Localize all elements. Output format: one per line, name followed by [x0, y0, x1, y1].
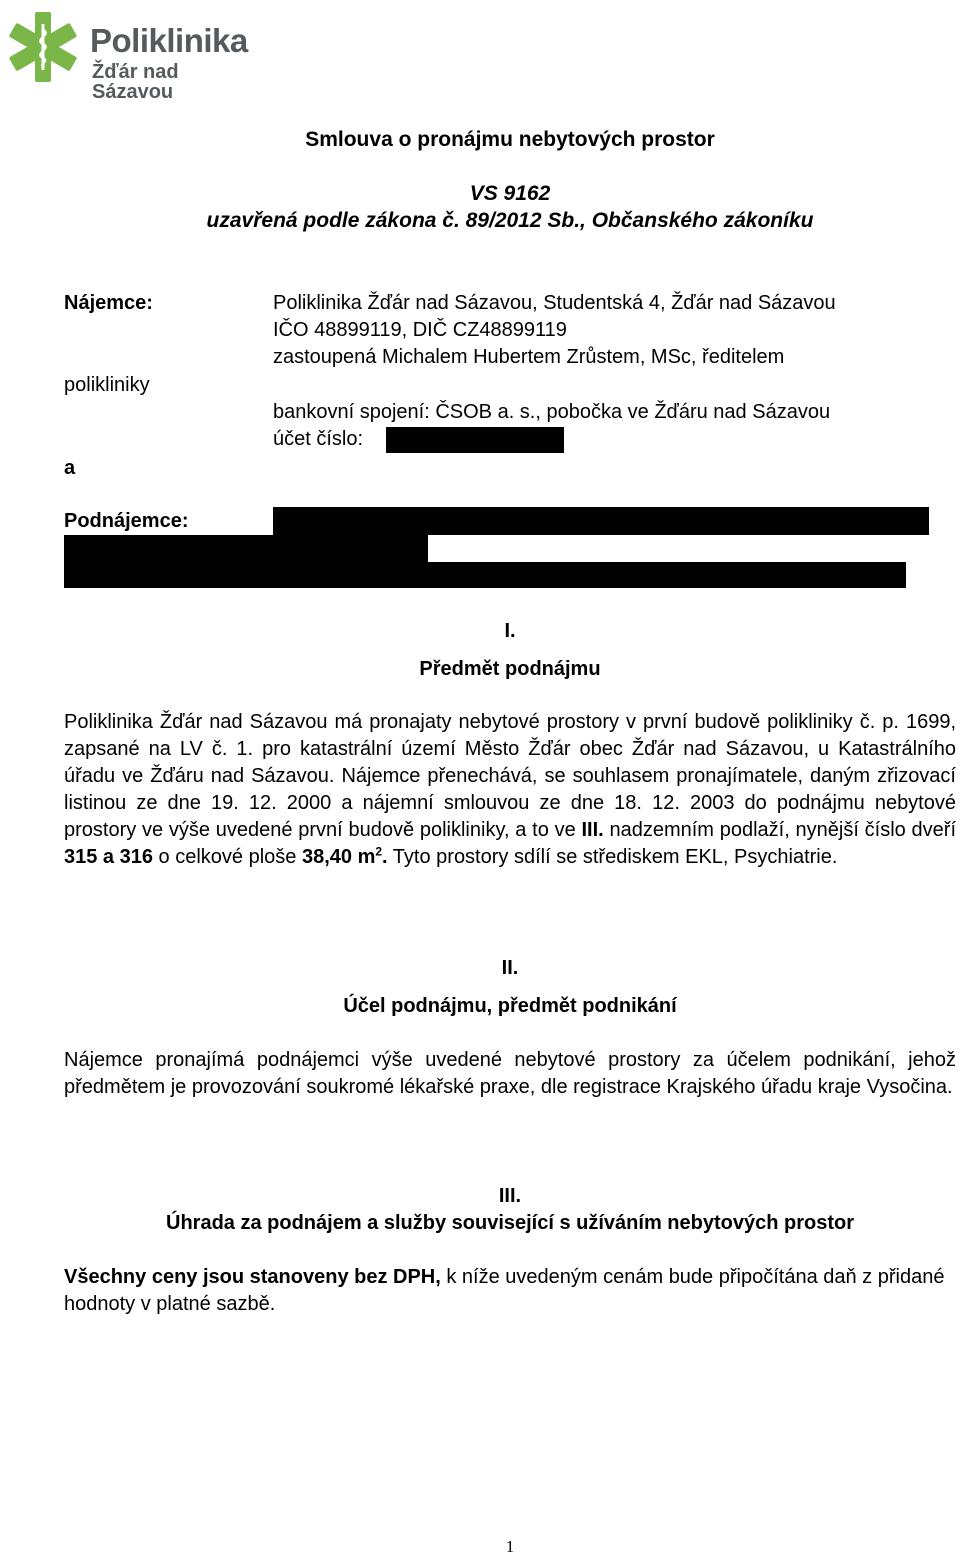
door-numbers: 315 a 316	[64, 846, 153, 868]
logo-name: Poliklinika	[90, 22, 248, 59]
bank-connection: bankovní spojení: ČSOB a. s., pobočka ve Žďáru nad Sázavou	[273, 401, 831, 423]
tenant-address: Poliklinika Žďár nad Sázavou, Studentská 4, Žďár nad Sázavou	[273, 292, 836, 314]
and-label: a	[64, 457, 76, 479]
tenant-ids: IČO 48899119, DIČ CZ48899119	[273, 319, 567, 341]
contract-subtitle: uzavřená podle zákona č. 89/2012 Sb., Občanského zákoníku	[206, 209, 814, 232]
floor-area	[302, 846, 388, 868]
section-1-text-part-3: o celkové ploše	[152, 846, 302, 868]
section-3-bold-lead: Všechny ceny jsou stanoveny bez DPH,	[64, 1266, 441, 1288]
section-2-number: II.	[501, 957, 519, 979]
poliklinika-logo	[4, 10, 254, 103]
floor-area-period: .	[382, 846, 388, 868]
account-label: účet číslo:	[273, 428, 364, 450]
section-1-text-part-1: Poliklinika Žďár nad Sázavou má pronajaty nebytové prostory v první budově polikliniky č. p. 1699, zapsané na LV č. 1. pro katastrální území Město Žďár obec Žďár nad Sázavou, u Katastrálního úřadu ve Žďáru nad Sázavou. Nájemce přenechává, se souhlasem pronajímatele, daným zřizovací listinou ze dne 19. 12. 2000 a nájemní smlouvou ze dne 18. 12. 2003 do podnájmu nebytové prostory ve výše uvedené první budově polikliniky, a to ve	[64, 711, 956, 841]
section-2-text	[64, 1047, 956, 1101]
tenant-label: Nájemce:	[64, 292, 153, 314]
floor-area-unit-exponent: 2	[375, 844, 383, 859]
section-2-paragraph: Nájemce pronajímá podnájemci výše uvedené nebytové prostory za účelem podnikání, jehož předmětem je provozování soukromé lékařské praxe, dle registrace Krajského úřadu kraje Vysočina.	[64, 1049, 956, 1098]
tenant-representative: zastoupená Michalem Hubertem Zrůstem, MSc, ředitelem	[273, 346, 785, 368]
section-1-heading: Předmět podnájmu	[419, 658, 601, 680]
section-3-number: III.	[498, 1185, 522, 1207]
section-3-heading: Úhrada za podnájem a služby související s užíváním nebytových prostor	[166, 1212, 854, 1234]
logo-city: Žďár nad Sázavou	[92, 61, 179, 103]
redacted-subtenant-line-2	[64, 535, 428, 562]
subtenant-label: Podnájemce:	[64, 510, 189, 532]
contract-id: VS 9162	[469, 182, 551, 205]
section-3-paragraph: k níže uvedeným cenám bude připočítána daň z přidané hodnoty v platné sazbě.	[64, 1266, 945, 1315]
medical-star-logo-icon	[4, 10, 82, 84]
redacted-subtenant-line-3	[64, 562, 906, 588]
section-2-heading: Účel podnájmu, předmět podnikání	[343, 995, 677, 1017]
floor-number: III.	[581, 819, 604, 841]
section-1-text-part-4: Tyto prostory sdílí se střediskem EKL, Psychiatrie.	[387, 846, 838, 868]
section-1-text-part-2: nadzemním podlaží, nynější číslo dveří	[603, 819, 957, 841]
document-title: Smlouva o pronájmu nebytových prostor	[305, 128, 715, 151]
page-number: 1	[505, 1537, 515, 1556]
section-1-text	[64, 709, 956, 871]
redacted-account-number	[386, 427, 564, 453]
floor-area-value: 38,40 m	[301, 846, 376, 868]
redacted-subtenant-line-1	[273, 507, 929, 535]
section-1-number: I.	[504, 620, 516, 642]
section-3-text	[64, 1264, 956, 1318]
tenant-label-2: polikliniky	[64, 374, 150, 396]
